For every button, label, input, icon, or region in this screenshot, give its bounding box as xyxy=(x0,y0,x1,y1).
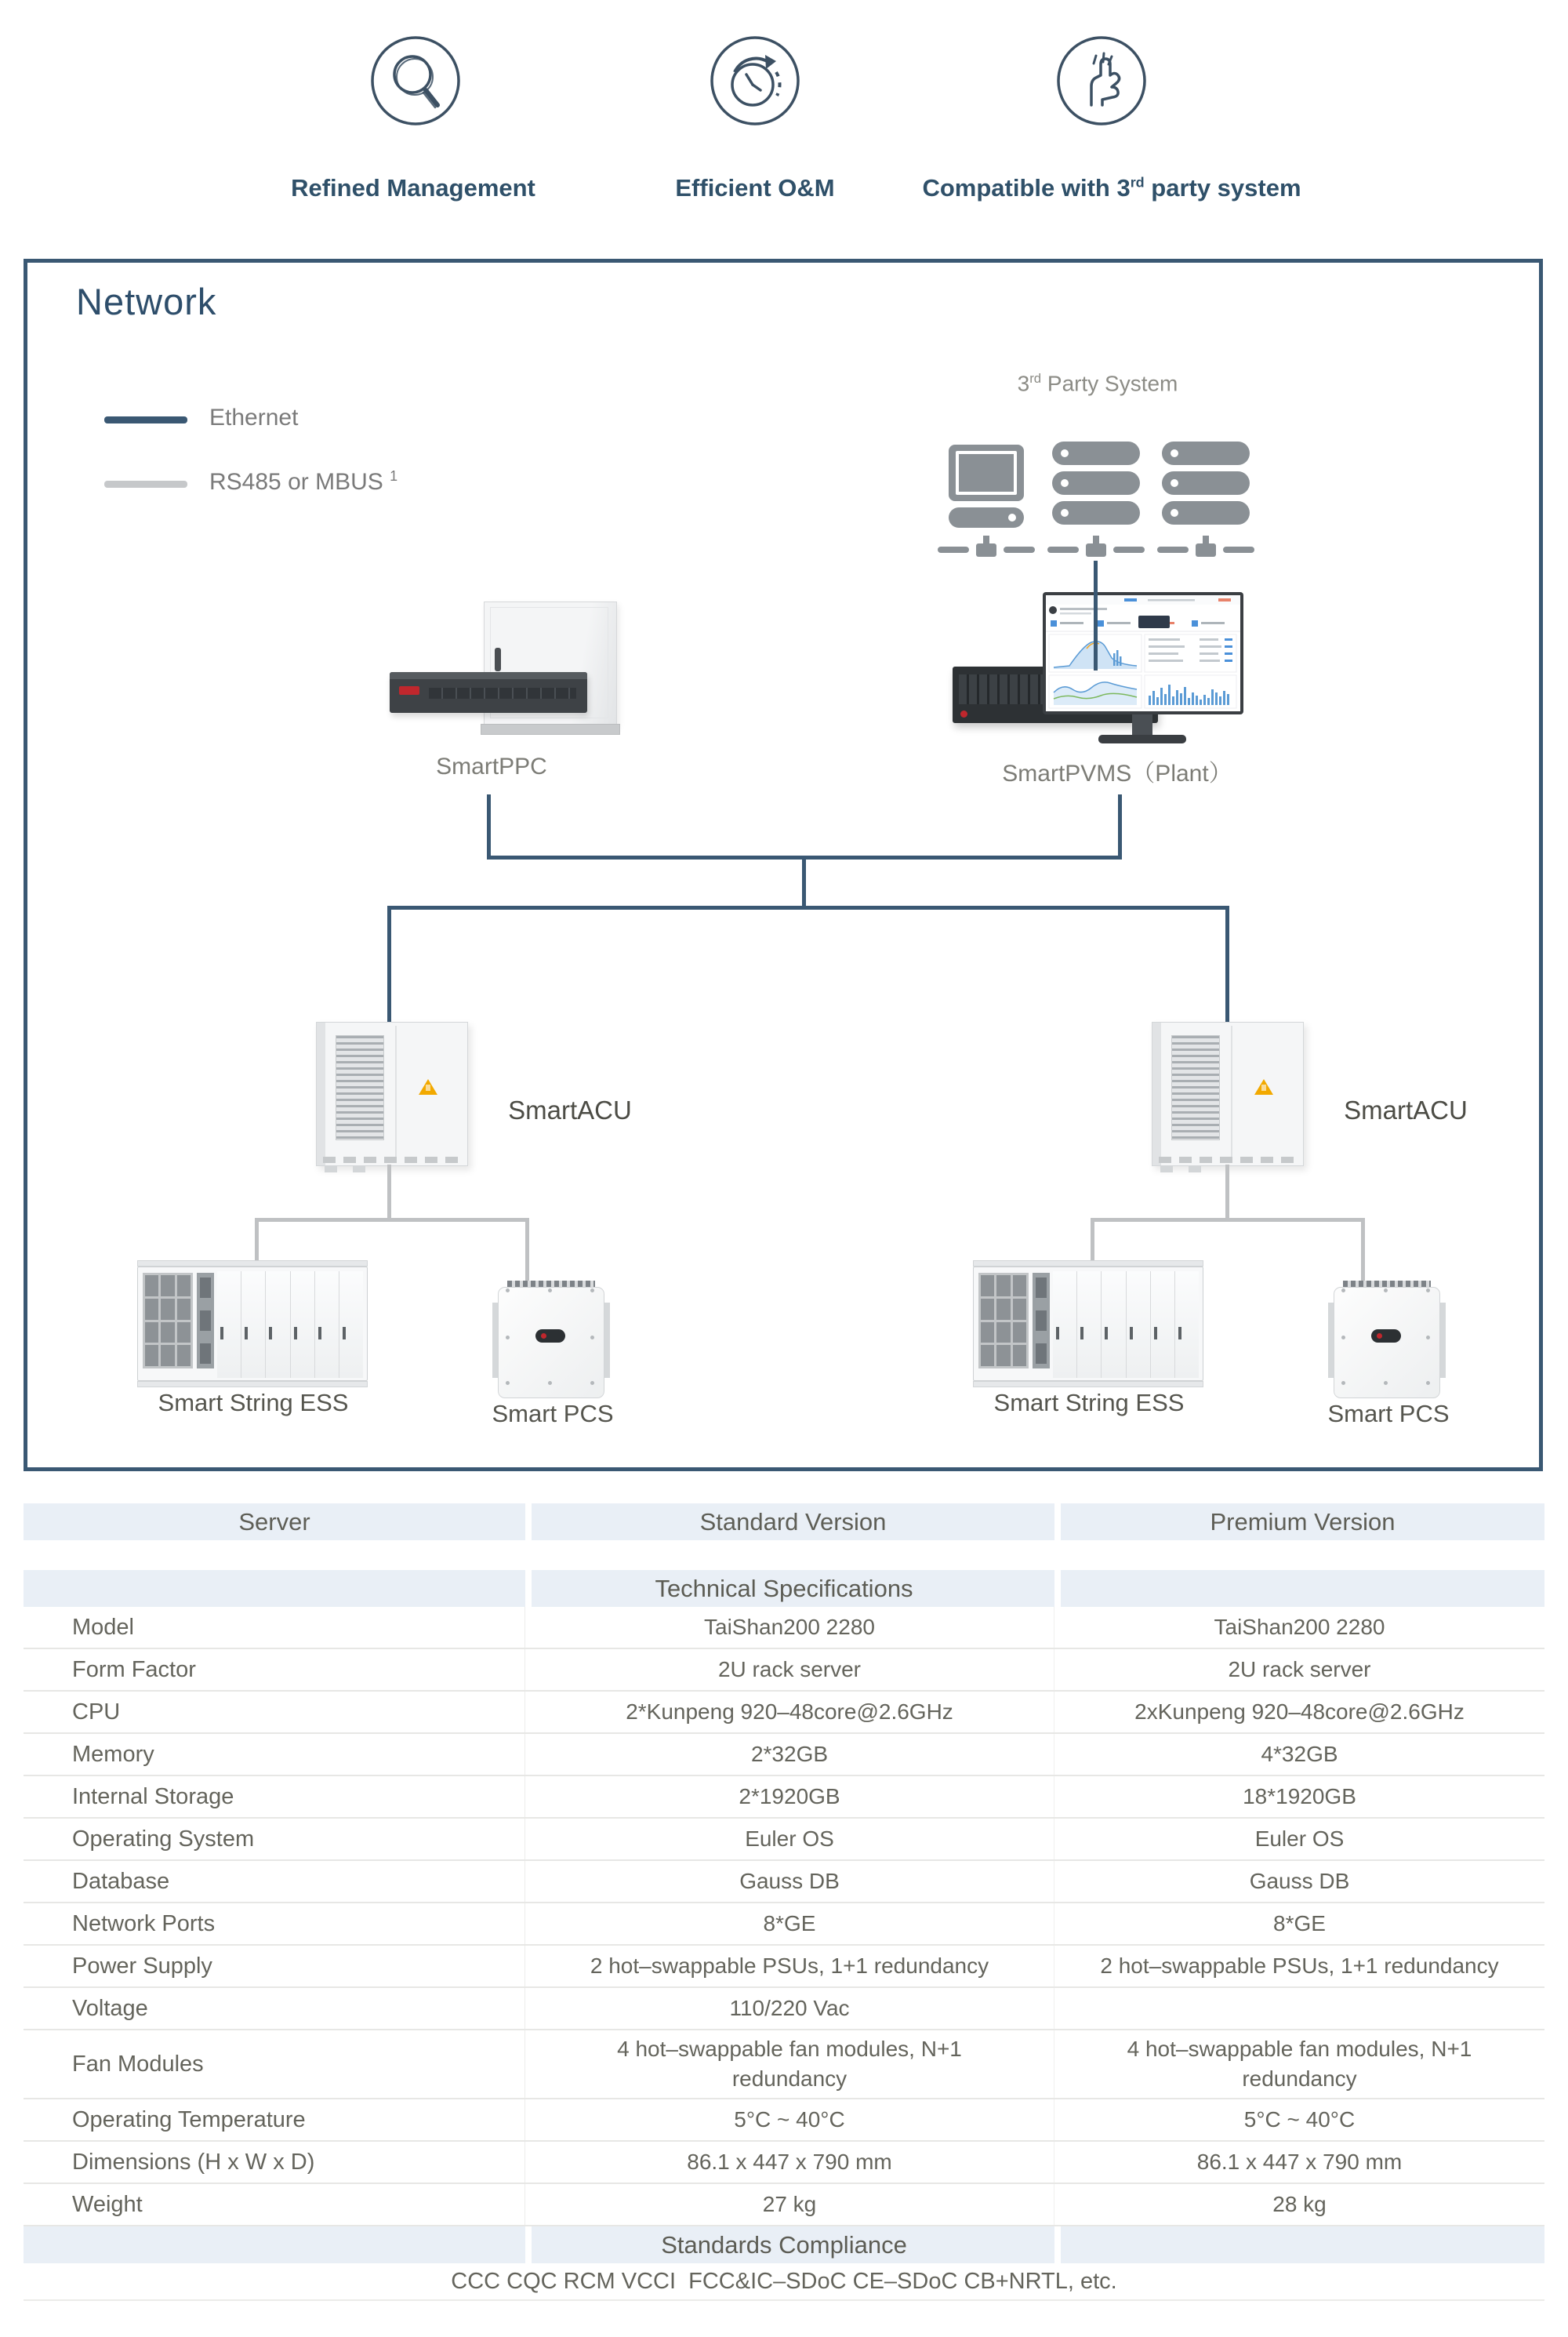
spec-row xyxy=(24,1692,1544,1734)
spec-label: Form Factor xyxy=(24,1649,525,1690)
smartppc-label: SmartPPC xyxy=(436,754,547,780)
spec-value-premium: 2 hot–swappable PSUs, 1+1 redundancy xyxy=(1100,1954,1499,1978)
spec-value-standard: Gauss DB xyxy=(525,1861,1054,1902)
smart-string-ess-right xyxy=(973,1260,1203,1387)
rs485-line-pcs-left xyxy=(525,1218,529,1281)
spec-value-standard: 2*32GB xyxy=(525,1734,1054,1775)
feature-label-compatible-3rd-party: Compatible with 3rd party system xyxy=(922,174,1301,202)
spec-value-premium: 28 kg xyxy=(1272,2192,1327,2216)
spec-row xyxy=(24,1649,1544,1692)
spec-row xyxy=(24,1946,1544,1988)
spec-value-premium: 86.1 x 447 x 790 mm xyxy=(1196,2150,1403,2174)
column-header-premium: Premium Version xyxy=(1061,1503,1544,1540)
ethernet-line-pvms xyxy=(1118,794,1122,859)
spec-label: Power Supply xyxy=(24,1946,525,1986)
ethernet-legend-label: Ethernet xyxy=(209,405,299,431)
third-party-computer-icon xyxy=(949,445,1024,501)
om-clock-icon xyxy=(709,35,801,127)
spec-value-premium: 4*32GB xyxy=(1261,1742,1338,1766)
table-header-row xyxy=(24,1503,1544,1540)
spec-value-premium: 18*1920GB xyxy=(1243,1784,1356,1808)
spec-label: Internal Storage xyxy=(24,1776,525,1817)
spec-label: Network Ports xyxy=(24,1903,525,1944)
spec-value-premium: Euler OS xyxy=(1254,1826,1345,1851)
network-tee-icon xyxy=(938,536,1035,559)
column-header-server: Server xyxy=(24,1503,525,1540)
spec-value-premium: 4 hot–swappable fan modules, N+1 redundancy xyxy=(1127,2037,1472,2091)
spec-value-standard: 5°C ~ 40°C xyxy=(525,2099,1054,2140)
spec-value-premium: Gauss DB xyxy=(1249,1869,1350,1893)
spec-row xyxy=(24,2099,1544,2142)
section-header-standards-compliance: Standards Compliance xyxy=(24,2226,1544,2263)
smartppc-plinth xyxy=(481,724,620,735)
spec-value-premium: 8*GE xyxy=(1273,1911,1326,1935)
spec-row xyxy=(24,2184,1544,2226)
spec-label: CPU xyxy=(24,1692,525,1732)
spec-value-standard: 4 hot–swappable fan modules, N+1 redundancy xyxy=(525,2030,1054,2098)
smart-pcs-right xyxy=(1332,1281,1442,1400)
spec-value-premium: 2U rack server xyxy=(1228,1657,1371,1681)
warning-triangle-icon xyxy=(419,1079,437,1095)
network-tee-icon xyxy=(1157,536,1254,559)
network-tee-icon xyxy=(1047,536,1145,559)
rs485-line-branch-right xyxy=(1091,1218,1365,1222)
smartacu-left xyxy=(316,1022,468,1166)
spec-value-standard: 8*GE xyxy=(525,1903,1054,1944)
ess-left-label: Smart String ESS xyxy=(158,1389,349,1416)
third-party-system-label: 3rd Party System xyxy=(1017,371,1178,396)
smartacu-left-label: SmartACU xyxy=(508,1096,632,1125)
spec-label: Operating System xyxy=(24,1819,525,1859)
spec-label: Dimensions (H x W x D) xyxy=(24,2142,525,2183)
magnifier-icon xyxy=(369,35,462,127)
spec-row xyxy=(24,1903,1544,1946)
spec-row xyxy=(24,1776,1544,1819)
rs485-line-acu-left xyxy=(387,1165,391,1221)
ethernet-line-acu-right xyxy=(1225,907,1229,1023)
spec-row xyxy=(24,2030,1544,2099)
spec-table xyxy=(24,1503,1544,2301)
snap-fingers-icon xyxy=(1055,35,1148,127)
spec-value-standard: 2*1920GB xyxy=(525,1776,1054,1817)
rs485-legend-label: RS485 or MBUS $^1$ xyxy=(209,468,398,495)
smartacu-right xyxy=(1152,1022,1304,1166)
spec-label: Weight xyxy=(24,2184,525,2225)
rs485-line-acu-right xyxy=(1225,1165,1229,1221)
pcs-right-label: Smart PCS xyxy=(1327,1400,1450,1427)
spec-row xyxy=(24,1988,1544,2030)
spec-label: Memory xyxy=(24,1734,525,1775)
ethernet-line-center-stub xyxy=(802,857,806,909)
ethernet-line-horizontal-2 xyxy=(387,906,1229,910)
column-header-standard: Standard Version xyxy=(532,1503,1054,1540)
spec-value-standard: 27 kg xyxy=(525,2184,1054,2225)
compliance-text: CCC CQC RCM VCCI FCC&IC–SDoC CE–SDoC CB+NRTL, etc. xyxy=(24,2263,1544,2301)
spec-value-standard: Euler OS xyxy=(525,1819,1054,1859)
spec-row xyxy=(24,1819,1544,1861)
rs485-line-pcs-right xyxy=(1361,1218,1365,1281)
spec-row xyxy=(24,2142,1544,2184)
spec-label: Operating Temperature xyxy=(24,2099,525,2140)
smartppc-controller xyxy=(390,672,587,713)
pcs-left-label: Smart PCS xyxy=(492,1400,614,1427)
spec-value-standard: 86.1 x 447 x 790 mm xyxy=(525,2142,1054,2183)
spec-value-standard: 110/220 Vac xyxy=(525,1988,1054,2029)
warning-triangle-icon xyxy=(1254,1079,1273,1095)
smartpvms-dashboard xyxy=(1046,595,1240,711)
network-diagram-box xyxy=(24,259,1543,1471)
section-header-technical-specifications: Technical Specifications xyxy=(24,1570,1544,1607)
ethernet-line-acu-left xyxy=(387,907,391,1023)
spec-row xyxy=(24,1861,1544,1903)
ethernet-legend-swatch xyxy=(104,416,187,423)
rs485-line-ess-left xyxy=(255,1218,259,1262)
spec-label: Model xyxy=(24,1607,525,1648)
spec-value-premium: TaiShan200 2280 xyxy=(1214,1615,1385,1639)
monitor-stand xyxy=(1132,714,1152,736)
spec-value-premium xyxy=(1054,1988,1544,2029)
spec-value-standard: 2U rack server xyxy=(525,1649,1054,1690)
spec-value-premium: 2xKunpeng 920–48core@2.6GHz xyxy=(1134,1699,1465,1724)
spec-label: Voltage xyxy=(24,1988,525,2029)
smart-string-ess-left xyxy=(137,1260,368,1387)
smartacu-right-label: SmartACU xyxy=(1344,1096,1468,1125)
feature-label-efficient-om: Efficient O&M xyxy=(675,174,835,202)
spec-label: Database xyxy=(24,1861,525,1902)
spec-value-standard: 2 hot–swappable PSUs, 1+1 redundancy xyxy=(525,1946,1054,1986)
spec-row xyxy=(24,1607,1544,1649)
ethernet-line-thirdparty-pvms xyxy=(1094,561,1098,671)
ethernet-line-ppc xyxy=(487,794,491,859)
rs485-legend-swatch xyxy=(104,481,187,488)
network-title: Network xyxy=(76,281,217,322)
smart-pcs-left xyxy=(496,1281,606,1400)
feature-label-refined-management: Refined Management xyxy=(291,174,535,202)
monitor-base xyxy=(1098,735,1186,743)
spec-value-premium: 5°C ~ 40°C xyxy=(1243,2107,1356,2132)
smartpvms-label: SmartPVMS（Plant） xyxy=(1002,761,1232,787)
ess-right-label: Smart String ESS xyxy=(993,1389,1185,1416)
spec-label: Fan Modules xyxy=(24,2030,525,2098)
third-party-computer-base xyxy=(949,507,1024,528)
rs485-line-branch-left xyxy=(255,1218,529,1222)
spec-value-standard: 2*Kunpeng 920–48core@2.6GHz xyxy=(525,1692,1054,1732)
spec-value-standard: TaiShan200 2280 xyxy=(525,1607,1054,1648)
rs485-line-ess-right xyxy=(1091,1218,1094,1262)
smartpvms-monitor xyxy=(1043,592,1243,714)
spec-rows xyxy=(24,1607,1544,2226)
spec-row xyxy=(24,1734,1544,1776)
